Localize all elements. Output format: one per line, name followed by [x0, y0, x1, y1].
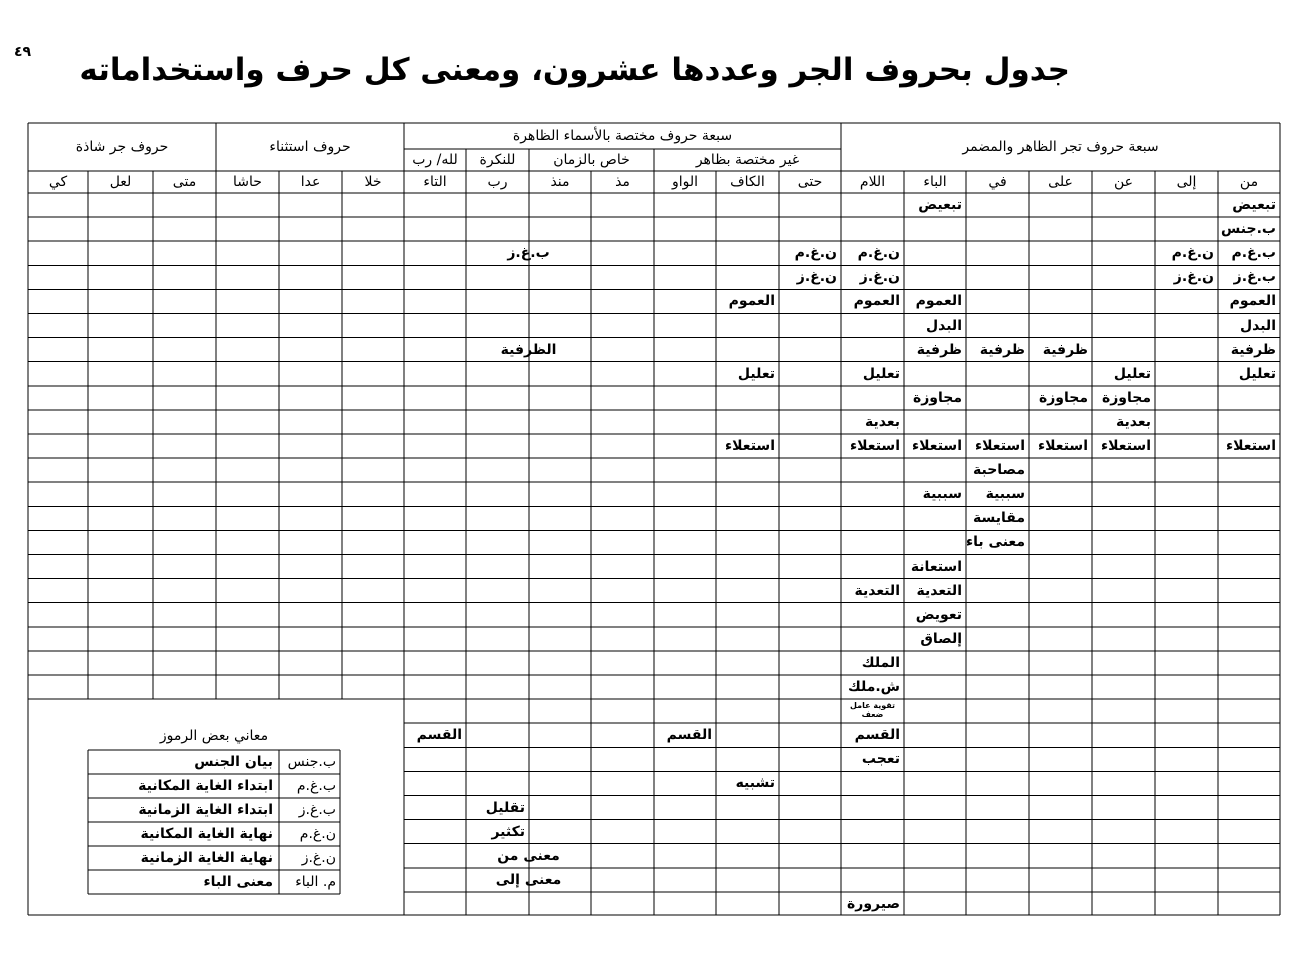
- sub-header: خاص بالزمان: [553, 152, 630, 168]
- column-header: متى: [172, 174, 197, 190]
- column-header: كي: [48, 174, 68, 190]
- table-cell: تبعيض: [1232, 197, 1276, 213]
- table-cell: تقوية عامل ضعف: [850, 701, 895, 720]
- column-header: حاشا: [233, 174, 262, 190]
- column-header: مذ: [615, 174, 630, 190]
- table-cell: استعانة: [910, 558, 962, 575]
- legend-title: معاني بعض الرموز: [159, 728, 269, 744]
- legend-code: ن.غ.م: [299, 826, 336, 842]
- group-header: حروف جر شاذة: [75, 139, 169, 155]
- table-cell: استعلاء: [1226, 438, 1276, 454]
- table-cell: ظرفية: [1042, 341, 1088, 358]
- table-cell: معنى إلى: [495, 871, 562, 888]
- table-cell: ن.غ.م: [794, 245, 837, 262]
- table-cell: ظرفية: [1230, 341, 1276, 358]
- column-header: اللام: [859, 174, 886, 190]
- table-cell: صيرورة: [847, 895, 900, 912]
- table-cell: العموم: [728, 293, 775, 310]
- page-title: جدول بحروف الجر وعددها عشرون، ومعنى كل حرف واستخداماته: [79, 52, 1070, 88]
- table-cell: ب.غ.ز: [507, 245, 550, 262]
- sub-header: لله/ رب: [412, 152, 458, 168]
- table-cell: التعدية: [854, 582, 900, 599]
- page-number: ٤٩: [14, 44, 32, 60]
- table-cell: مجاوزة: [1038, 389, 1088, 406]
- legend-meaning: نهاية الغاية المكانية: [140, 826, 273, 842]
- table-cell: تعجب: [861, 751, 900, 768]
- table-cell: استعلاء: [725, 438, 775, 454]
- table-cell: استعلاء: [850, 438, 900, 454]
- table-cell: ب.غ.ز: [1233, 269, 1276, 286]
- column-header: الكاف: [730, 174, 765, 190]
- table-cell: ن.غ.ز: [1173, 269, 1214, 286]
- column-header: منذ: [550, 174, 570, 190]
- column-header: الباء: [923, 174, 947, 190]
- legend-meaning: ابتداء الغاية الزمانية: [138, 802, 273, 818]
- column-header: التاء: [423, 174, 447, 190]
- table-cell: الملك: [861, 654, 900, 671]
- table-cell: بعدية: [865, 413, 900, 430]
- table-cell: ظرفية: [916, 341, 962, 358]
- table-cell: تعليل: [737, 365, 775, 382]
- table-cell: معنى من: [497, 847, 560, 864]
- table-cell: ن.غ.ز: [796, 269, 837, 286]
- table-cell: العموم: [915, 293, 962, 310]
- table-cell: استعلاء: [912, 438, 962, 454]
- table-cell: تعويض: [915, 606, 962, 623]
- legend-meaning: ابتداء الغاية المكانية: [138, 778, 273, 794]
- column-header: على: [1048, 174, 1073, 190]
- legend-meaning: معنى الباء: [203, 874, 273, 890]
- table-cell: القسم: [416, 727, 462, 744]
- table-cell: التعدية: [916, 582, 962, 599]
- table-cell: ش.ملك: [847, 679, 900, 695]
- table-cell: مصاحبة: [972, 462, 1025, 479]
- legend-code: م. الباء: [295, 874, 336, 890]
- legend-code: ن.غ.ز: [301, 850, 336, 866]
- legend-meaning: نهاية الغاية الزمانية: [140, 850, 273, 866]
- column-header: خلا: [364, 174, 382, 190]
- table-cell: ن.غ.ز: [859, 269, 900, 286]
- column-header: الواو: [671, 174, 699, 190]
- table-cell: تعليل: [1113, 365, 1151, 382]
- table-cell: سببية: [985, 486, 1025, 503]
- column-header: عدا: [300, 174, 321, 190]
- table-cell: بعدية: [1116, 413, 1151, 430]
- legend-code: ب.غ.م: [296, 778, 336, 794]
- table-cell: القسم: [854, 727, 900, 744]
- table-cell: ب.غ.م: [1231, 245, 1276, 262]
- column-header: من: [1239, 174, 1259, 190]
- group-header: سبعة حروف مختصة بالأسماء الظاهرة: [512, 128, 733, 144]
- table-cell: استعلاء: [1101, 438, 1151, 454]
- table-cell: تعليل: [1238, 365, 1276, 382]
- table-cell: ظرفية: [979, 341, 1025, 358]
- table-cell: القسم: [666, 727, 712, 744]
- sub-header: غير مختصة بظاهر: [695, 152, 800, 168]
- column-header: رب: [487, 174, 508, 190]
- column-header: في: [988, 174, 1007, 190]
- table-cell: تبعيض: [918, 197, 962, 213]
- column-header: لعل: [109, 174, 132, 190]
- legend-code: ب.غ.ز: [298, 802, 336, 818]
- sub-header: للنكرة: [479, 152, 516, 168]
- table-cell: ن.غ.م: [857, 245, 900, 262]
- column-header: إلى: [1176, 174, 1197, 190]
- table-cell: تعليل: [862, 365, 900, 382]
- table-cell: ن.غ.م: [1171, 245, 1214, 262]
- table-cell: إلصاق: [920, 630, 962, 647]
- table-cell: البدل: [1239, 317, 1276, 334]
- table-cell: سببية: [922, 486, 962, 503]
- table-cell: استعلاء: [1038, 438, 1088, 454]
- table-cell: العموم: [853, 293, 900, 310]
- table-cell: الظرفية: [500, 341, 557, 358]
- table-cell: مقايسة: [973, 510, 1025, 527]
- table-cell: تشبيه: [735, 775, 775, 792]
- table-cell: العموم: [1229, 293, 1276, 310]
- table-cell: مجاوزة: [1101, 389, 1151, 406]
- table-cell: مجاوزة: [912, 389, 962, 406]
- table-cell: معنى باء: [966, 534, 1025, 551]
- legend-meaning: بيان الجنس: [194, 754, 273, 770]
- table-cell: ب.جنس: [1221, 221, 1276, 238]
- group-header: حروف استثناء: [269, 139, 351, 155]
- table-cell: البدل: [925, 317, 962, 334]
- table-cell: استعلاء: [975, 438, 1025, 454]
- column-header: عن: [1113, 174, 1133, 190]
- legend-code: ب.جنس: [287, 754, 336, 770]
- table-cell: تكثير: [491, 823, 525, 840]
- column-header: حتى: [797, 174, 823, 190]
- group-header: سبعة حروف تجر الظاهر والمضمر: [962, 139, 1159, 155]
- table-cell: تقليل: [485, 799, 525, 816]
